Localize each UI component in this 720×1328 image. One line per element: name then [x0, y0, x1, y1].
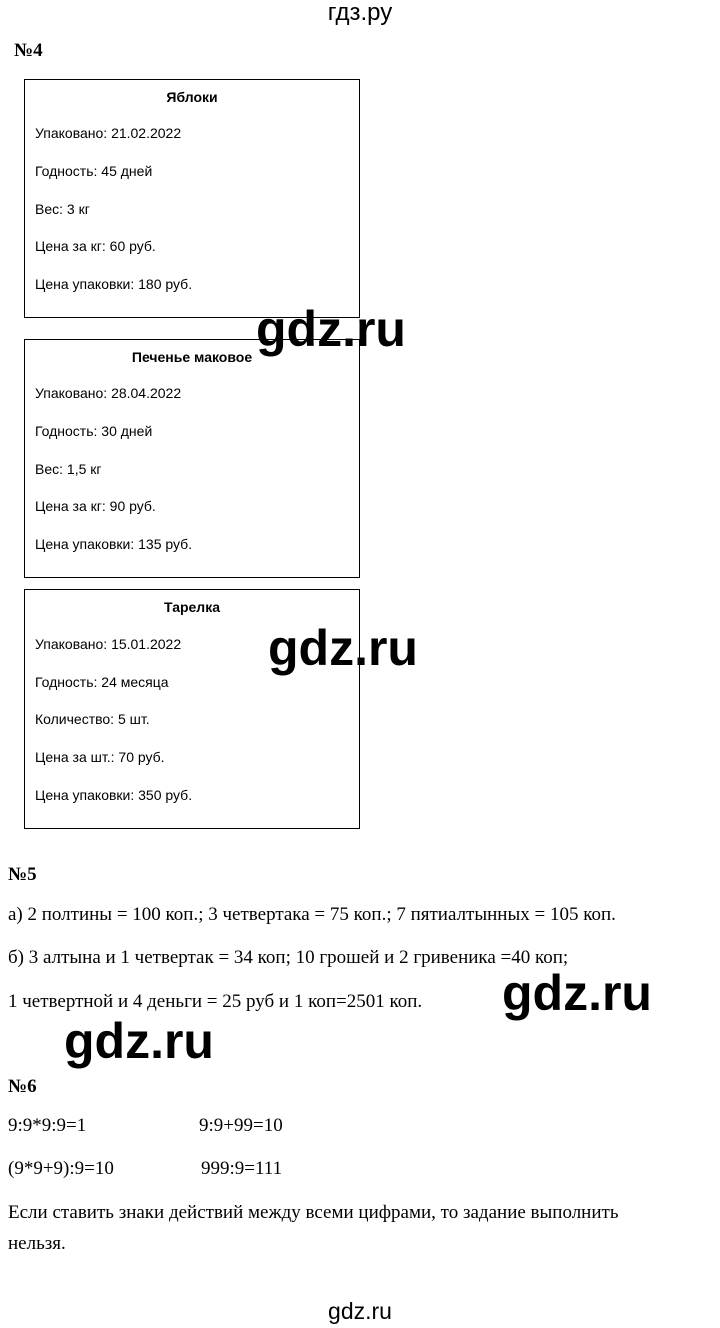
task-5-line-b: б) 3 алтына и 1 четвертак = 34 коп; 10 грошей и 2 гривеника =40 коп; — [8, 947, 569, 968]
card-line-pack-price: Цена упаковки: 350 руб. — [35, 787, 193, 803]
task-6-number: №6 — [8, 1076, 37, 1097]
card-line-weight: Вес: 1,5 кг — [35, 461, 102, 477]
card-line-packed: Упаковано: 28.04.2022 — [35, 385, 182, 401]
card-line-unit-price: Цена за кг: 60 руб. — [35, 238, 156, 254]
card-title: Яблоки — [166, 89, 218, 105]
watermark: gdz.ru — [64, 1013, 214, 1069]
label-card-cookies — [24, 339, 360, 578]
card-line-pack-price: Цена упаковки: 180 руб. — [35, 276, 193, 292]
task-6-equation-2: 9:9+99=10 — [199, 1115, 283, 1136]
task-5-line-c: 1 четвертной и 4 деньги = 25 руб и 1 коп=2501 коп. — [8, 991, 423, 1012]
card-line-packed: Упаковано: 21.02.2022 — [35, 125, 182, 141]
task-6-equation-1: 9:9*9:9=1 — [8, 1115, 87, 1136]
card-line-pack-price: Цена упаковки: 135 руб. — [35, 536, 193, 552]
watermark: gdz.ru — [502, 965, 652, 1021]
card-line-packed: Упаковано: 15.01.2022 — [35, 636, 182, 652]
card-line-shelf-life: Годность: 45 дней — [35, 163, 153, 179]
card-line-unit-price: Цена за кг: 90 руб. — [35, 498, 156, 514]
task-5-line-a: а) 2 полтины = 100 коп.; 3 четвертака = 75 коп.; 7 пятиалтынных = 105 коп. — [8, 904, 616, 925]
card-line-weight: Вес: 3 кг — [35, 201, 90, 217]
card-line-shelf-life: Годность: 30 дней — [35, 423, 153, 439]
task-4-number: №4 — [14, 40, 43, 61]
task-6-note-line-1: Если ставить знаки действий между всеми цифрами, то задание выполнить — [8, 1202, 619, 1223]
task-6-equation-3: (9*9+9):9=10 — [8, 1158, 114, 1179]
watermark: gdz.ru — [256, 301, 406, 357]
card-title: Печенье маковое — [131, 349, 253, 365]
task-5-number: №5 — [8, 864, 37, 885]
card-title: Тарелка — [163, 599, 220, 615]
site-header: гдз.ру — [327, 0, 393, 26]
task-6-equation-4: 999:9=111 — [201, 1158, 283, 1179]
watermark: gdz.ru — [268, 620, 418, 676]
label-card-apples — [24, 79, 360, 318]
card-line-shelf-life: Годность: 24 месяца — [35, 674, 169, 690]
card-line-unit-price: Цена за шт.: 70 руб. — [35, 749, 165, 765]
task-6-note-line-2: нельзя. — [8, 1233, 66, 1254]
site-footer: gdz.ru — [328, 1298, 392, 1324]
card-line-quantity: Количество: 5 шт. — [35, 711, 150, 727]
